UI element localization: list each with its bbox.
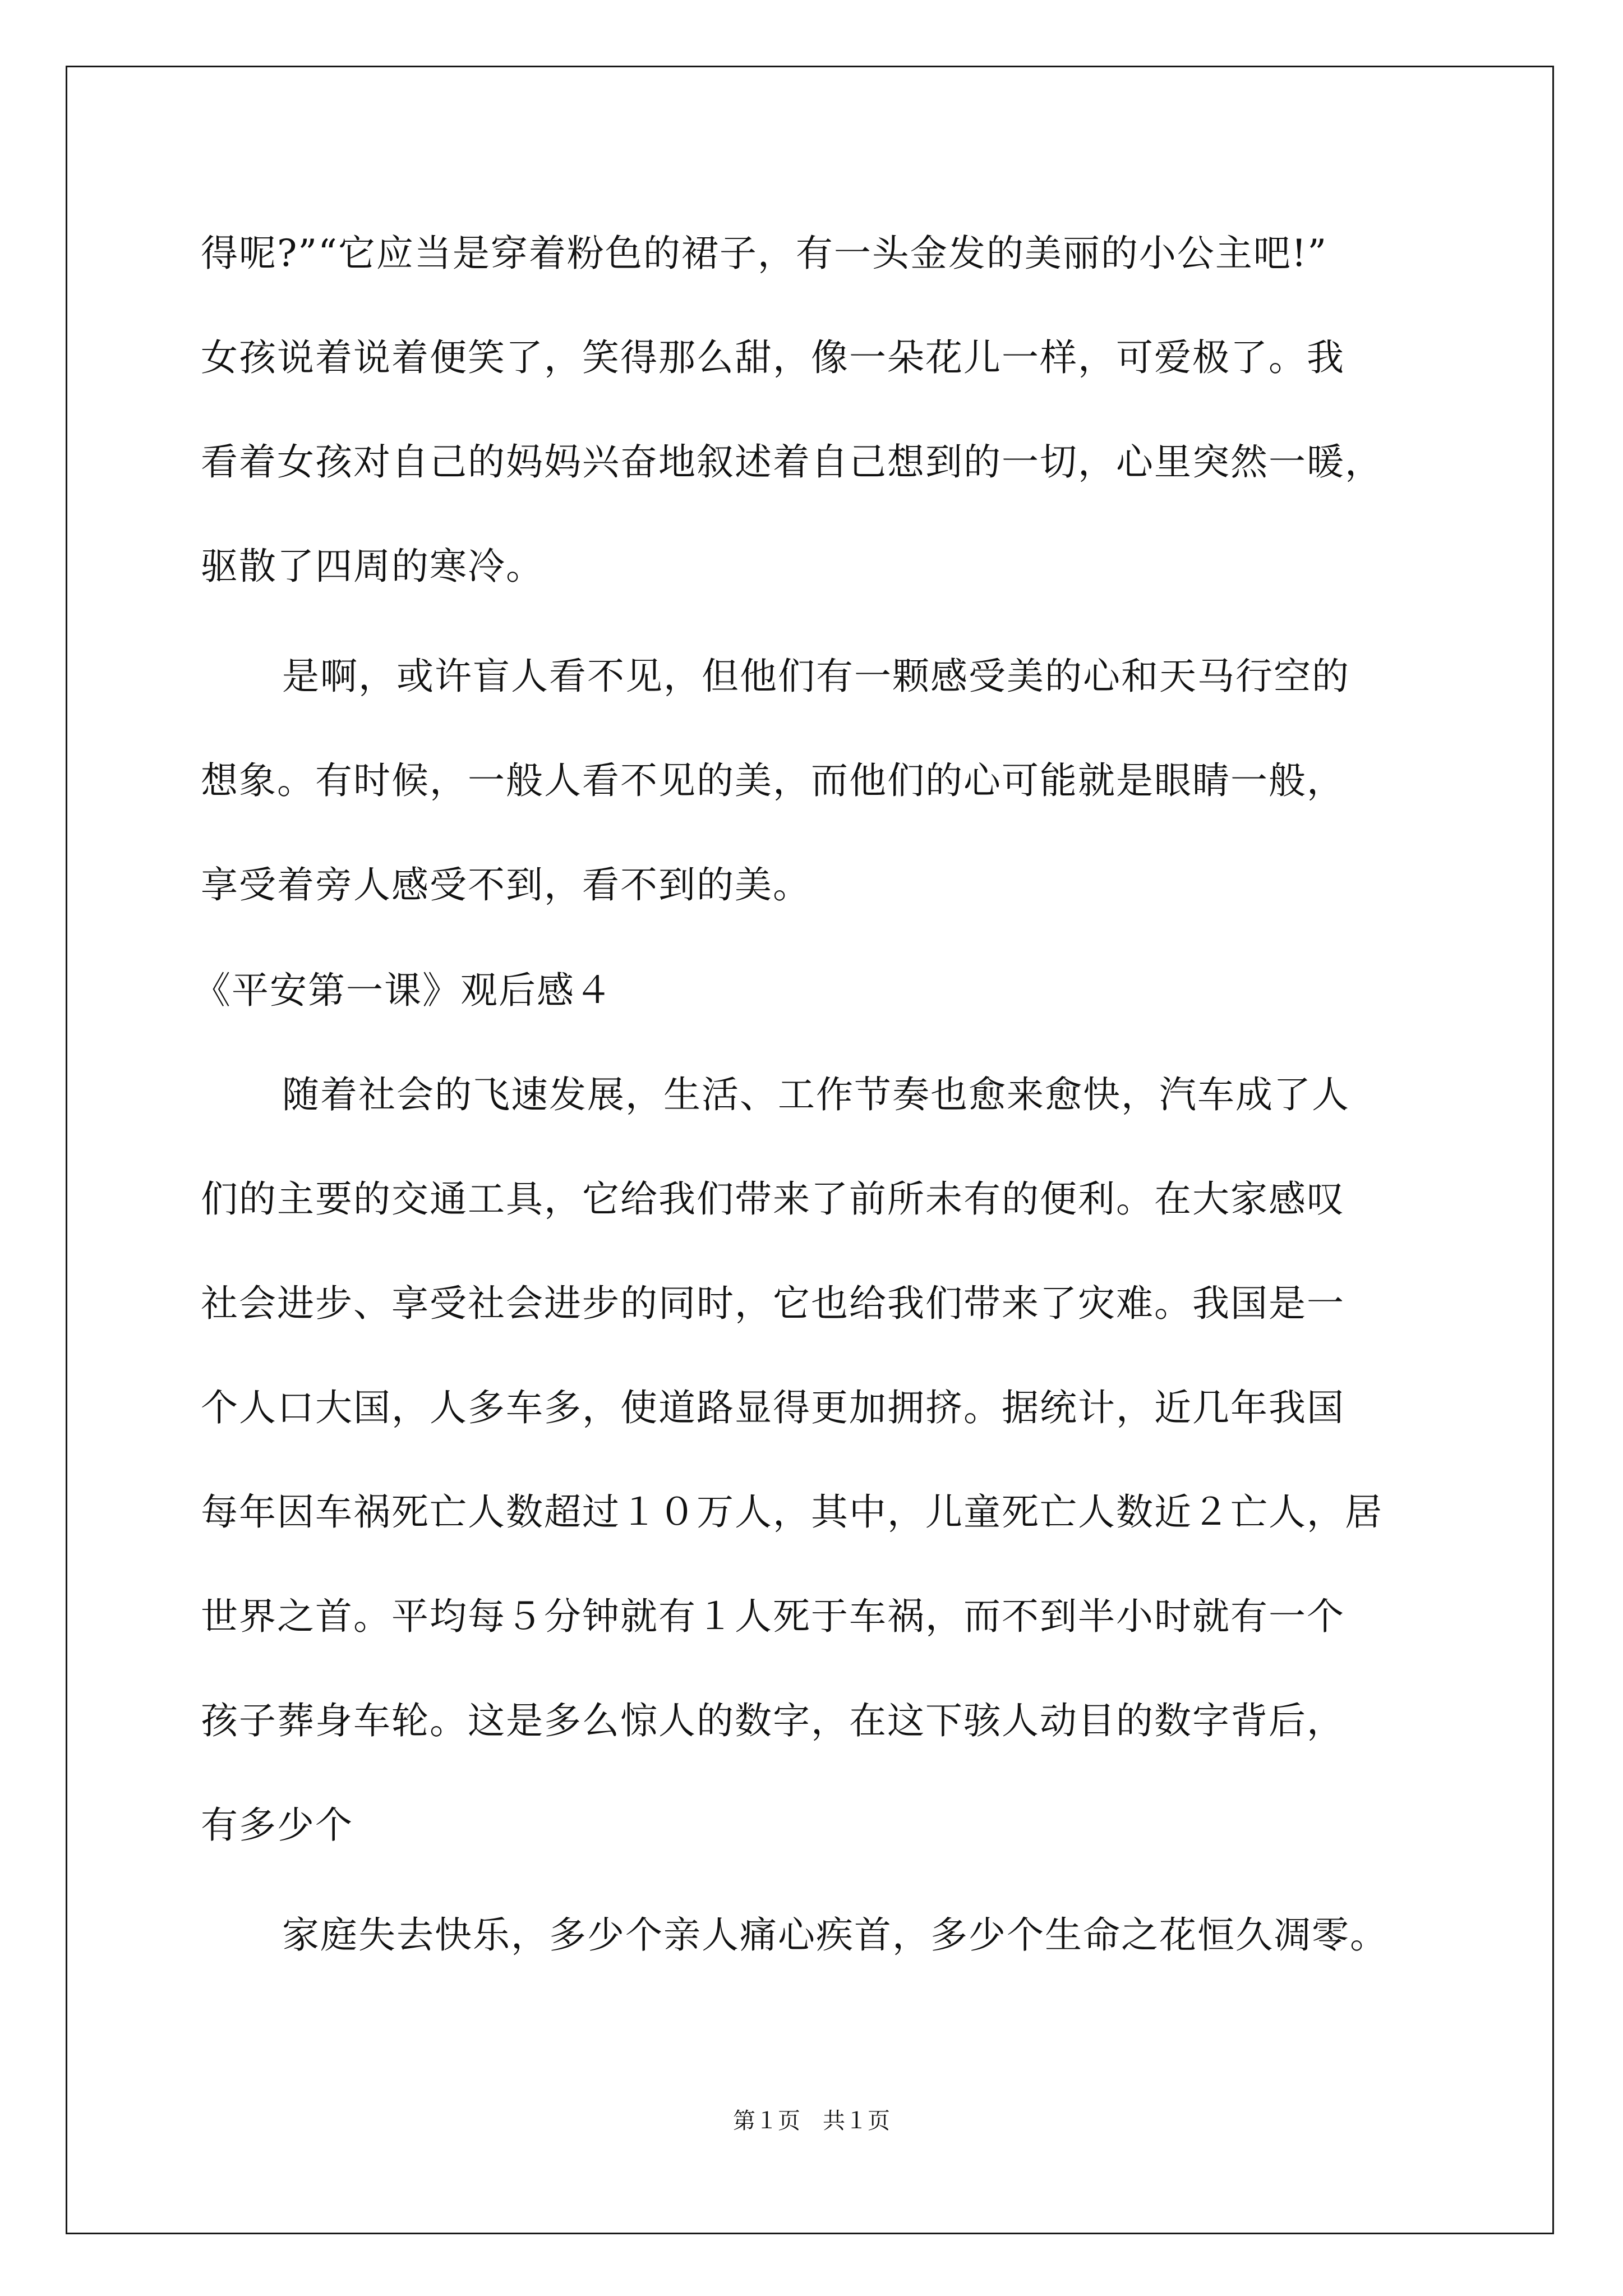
text-line: 得呢?”“它应当是穿着粉色的裙子，有一头金发的美丽的小公主吧!” [201,232,1328,275]
text-line: 家庭失去快乐，多少个亲人痛心疾首，多少个生命之花恒久凋零。 [282,1913,1388,1957]
text-line: 女孩说着说着便笑了，笑得那么甜，像一朵花儿一样，可爱极了。我 [201,336,1345,379]
page-footer: 第１页 共１页 [733,2108,890,2134]
text-line: 驱散了四周的寒冷。 [201,545,544,588]
text-line: 社会进步、享受社会进步的同时，它也给我们带来了灾难。我国是一 [201,1282,1345,1325]
text-line: 有多少个 [201,1803,353,1847]
text-line: 个人口大国，人多车多，使道路显得更加拥挤。据统计，近几年我国 [201,1386,1345,1429]
text-line: 是啊，或许盲人看不见，但他们有一颗感受美的心和天马行空的 [282,655,1350,698]
text-line: 看着女孩对自己的妈妈兴奋地叙述着自己想到的一切，心里突然一暖， [201,440,1383,484]
text-line: 孩子葬身车轮。这是多么惊人的数字，在这下骇人动目的数字背后， [201,1699,1345,1742]
page-border [66,66,1554,2234]
text-line: 们的主要的交通工具，它给我们带来了前所未有的便利。在大家感叹 [201,1177,1345,1221]
section-heading: 《平安第一课》观后感４ [193,969,613,1012]
text-line: 享受着旁人感受不到，看不到的美。 [201,863,811,907]
text-line: 想象。有时候，一般人看不见的美，而他们的心可能就是眼睛一般， [201,759,1345,802]
text-line: 随着社会的飞速发展，生活、工作节奏也愈来愈快，汽车成了人 [282,1073,1350,1116]
text-line: 世界之首。平均每５分钟就有１人死于车祸，而不到半小时就有一个 [201,1595,1345,1638]
text-line: 每年因车祸死亡人数超过１０万人，其中，儿童死亡人数近２亡人，居 [201,1490,1383,1534]
